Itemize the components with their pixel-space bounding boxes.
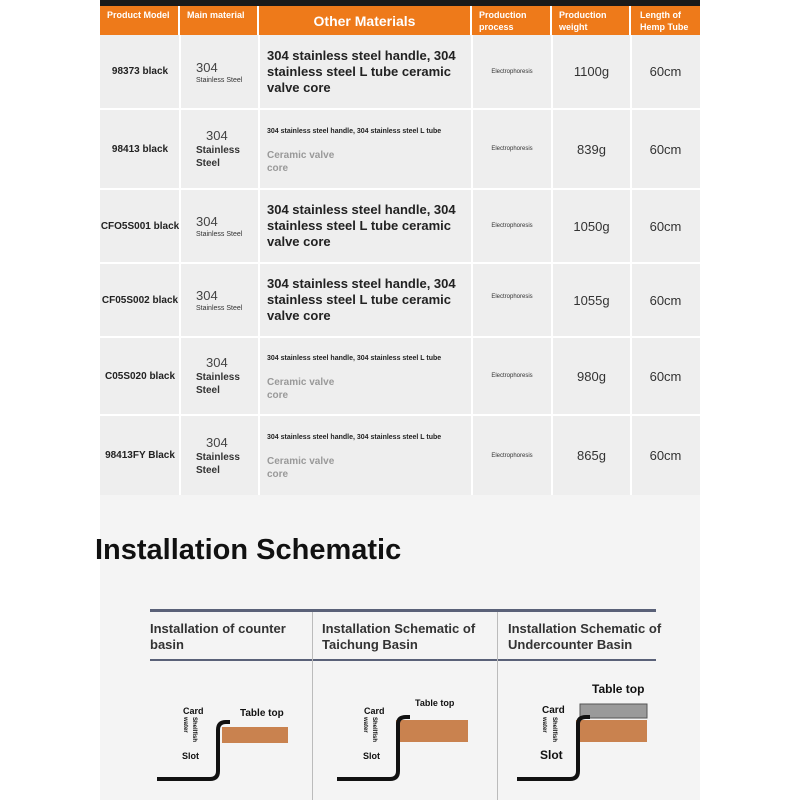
panel-2-slot-label: Slot bbox=[363, 751, 380, 761]
header-product-model: Product Model bbox=[100, 6, 180, 35]
schematic-top-bar bbox=[150, 609, 656, 612]
header-production-process: Production process bbox=[472, 6, 552, 35]
table-row-1-other: 304 stainless steel handle, 304 stainless steel L tube Ceramic valve core bbox=[267, 127, 442, 174]
table-row-0-other: 304 stainless steel handle, 304 stainless steel L tube ceramic valve core bbox=[267, 47, 456, 95]
table-row-3-weight: 1055g bbox=[573, 292, 610, 308]
panel-1-card-label: Card bbox=[183, 706, 204, 716]
header-other-materials: Other Materials bbox=[259, 6, 472, 35]
table-row-4-other: 304 stainless steel handle, 304 stainless steel L tube Ceramic valve core bbox=[267, 354, 442, 401]
table-row-4-model: C05S020 black bbox=[104, 370, 176, 382]
table-row-5-material: 304 Stainless Steel bbox=[196, 434, 240, 476]
panel-1-title: Installation of counter basin bbox=[150, 621, 286, 652]
table-row-4-length: 60cm bbox=[649, 368, 682, 384]
panel-3-table-top-label: Table top bbox=[592, 682, 645, 696]
table-row-5-length: 60cm bbox=[649, 448, 682, 463]
panel-1-table-top-label: Table top bbox=[240, 708, 284, 719]
panel-3-card-label: Card bbox=[542, 705, 565, 716]
table-row-2-process: Electrophoresis bbox=[491, 223, 533, 229]
panel-2-diagram bbox=[330, 700, 490, 800]
table-row-1-material: 304 Stainless Steel bbox=[196, 128, 240, 169]
panel-3-shellfish-label: Shellfish bbox=[551, 717, 557, 743]
table-row-2-length: 60cm bbox=[649, 218, 682, 234]
panel-3-table-top bbox=[576, 720, 647, 742]
table-row-3-other: 304 stainless steel handle, 304 stainless steel L tube ceramic valve core bbox=[267, 276, 456, 323]
table-row-0-process: Electrophoresis bbox=[491, 68, 533, 75]
header-hemp-tube-length: Length of Hemp Tube bbox=[631, 6, 700, 35]
panel-2-card-label: Card bbox=[364, 706, 385, 716]
panel-divider-2 bbox=[497, 612, 498, 800]
panel-1-water-label: water bbox=[182, 717, 188, 733]
table-row-1-weight: 839g bbox=[577, 141, 606, 157]
panel-1-slot-label: Slot bbox=[182, 751, 199, 761]
table-row-0-model: 98373 black bbox=[111, 66, 169, 77]
table-row-2-other: 304 stainless steel handle, 304 stainless steel L tube ceramic valve core bbox=[267, 202, 456, 249]
table-row-0-weight: 1100g bbox=[573, 64, 610, 79]
panel-1-table-top bbox=[222, 727, 288, 743]
panel-divider-1 bbox=[312, 612, 313, 800]
table-row-5-model: 98413FY Black bbox=[105, 450, 175, 461]
table-row-2-material: 304 Stainless Steel bbox=[196, 214, 243, 238]
panel-3-counter-slab bbox=[580, 704, 647, 718]
panel-2-table-top bbox=[396, 720, 468, 742]
table-row-5-process: Electrophoresis bbox=[491, 452, 533, 459]
table-row-4-process: Electrophoresis bbox=[491, 373, 533, 379]
table-row-0-length: 60cm bbox=[649, 64, 682, 79]
table-row-0-material: 304 Stainless Steel bbox=[196, 59, 243, 84]
schematic-mid-bar bbox=[150, 659, 656, 661]
panel-1-shellfish-label: Shellfish bbox=[191, 717, 197, 743]
table-row-1-process: Electrophoresis bbox=[491, 146, 533, 152]
table-row-4-weight: 980g bbox=[577, 368, 606, 384]
table-row-3-material: 304 Stainless Steel bbox=[196, 288, 243, 312]
panel-3-slot-label: Slot bbox=[540, 748, 563, 762]
panel-2-table-top-label: Table top bbox=[415, 698, 455, 708]
schematic-title: Installation Schematic bbox=[95, 534, 402, 566]
panel-2-title: Installation Schematic of Taichung Basin bbox=[322, 621, 476, 652]
table-row-2-model: CFO5S001 black bbox=[100, 220, 180, 232]
table-row-1-model: 98413 black bbox=[111, 143, 169, 155]
header-main-material: Main material bbox=[180, 6, 259, 35]
table-row-3-process: Electrophoresis bbox=[491, 294, 533, 300]
panel-3-diagram bbox=[510, 700, 660, 800]
table-row-4-material: 304 Stainless Steel bbox=[196, 355, 240, 396]
panel-3-water-label: water bbox=[541, 717, 547, 733]
header-production-weight: Production weight bbox=[552, 6, 631, 35]
panel-3-title: Installation Schematic of Undercounter Basin bbox=[508, 621, 662, 652]
table-row-2-weight: 1050g bbox=[573, 218, 610, 234]
table-row-5-weight: 865g bbox=[577, 448, 606, 463]
table-row-5-other: 304 stainless steel handle, 304 stainless steel L tube Ceramic valve core bbox=[267, 434, 442, 480]
panel-2-water-label: water bbox=[362, 717, 368, 733]
table-row-1-length: 60cm bbox=[649, 141, 682, 157]
table-row-3-model: CF05S002 black bbox=[101, 294, 179, 306]
panel-2-shellfish-label: Shellfish bbox=[371, 717, 377, 743]
table-row-3-length: 60cm bbox=[649, 292, 682, 308]
